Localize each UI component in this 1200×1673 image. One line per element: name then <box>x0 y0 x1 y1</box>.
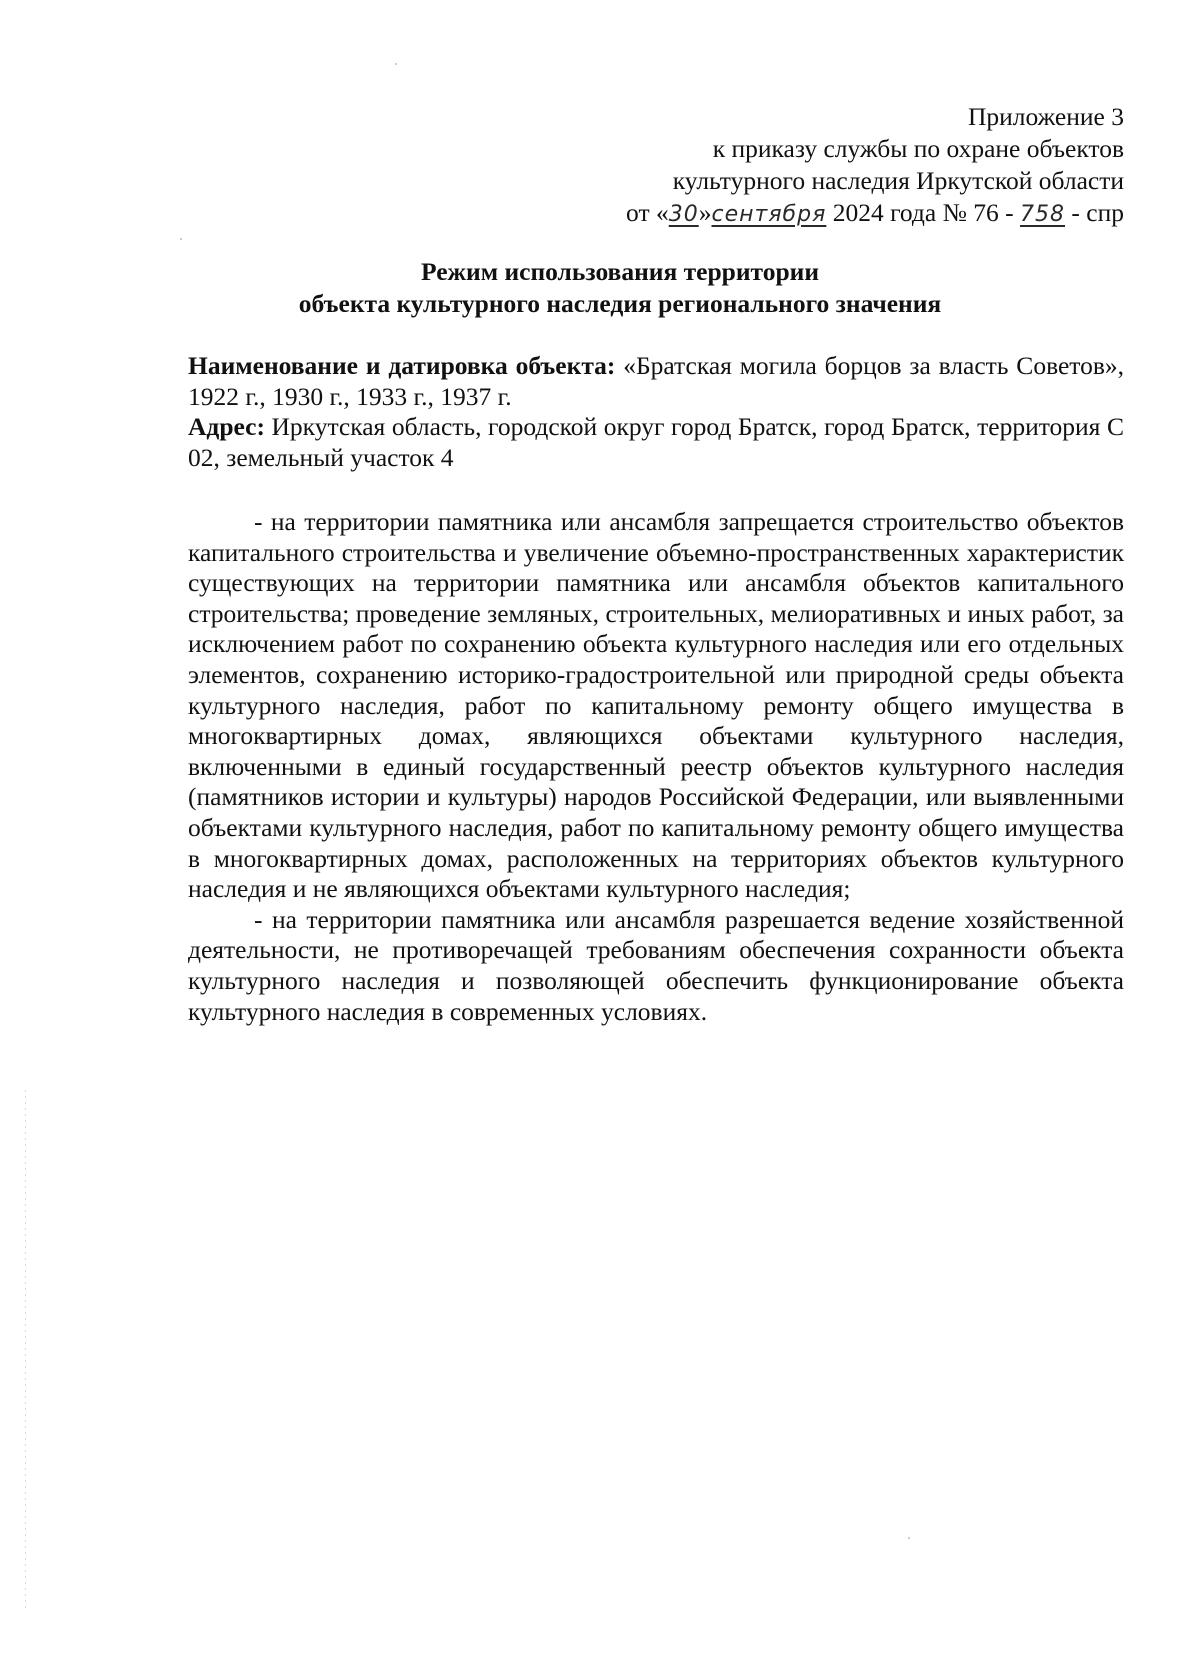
object-name-value: «Братская могила борцов за власть Советов», 1922 г., 1930 г., 1933 г., 1937 г. <box>188 351 1125 411</box>
scan-artifact-line <box>25 1090 26 1610</box>
date-year: 2024 года № 76 - <box>826 198 1021 227</box>
handwritten-order-number: 758 <box>1020 202 1066 227</box>
regime-text <box>188 507 1124 1027</box>
date-mid: » <box>698 198 712 227</box>
document-title <box>0 256 1200 320</box>
handwritten-day: 30 <box>668 202 699 227</box>
scan-dust <box>180 238 182 240</box>
appendix-authority: культурного наследия Иркутской области <box>672 166 1124 195</box>
appendix-header <box>626 101 1124 231</box>
scan-dust <box>395 63 397 65</box>
regime-prohibitions: - на территории памятника или ансамбля запрещается строительство объектов капитального строительства и увеличение объемно-пространственных характеристик существующих на территории памятника или ансамбля объектов капитального строительства; проведение земляных, строительных, мелиоративных и иных работ, за исключением работ по сохранению объекта культурного наследия или его отдельных элементов, сохранению историко-градостроительной или природной среды объекта культурного наследия, работ по капитальному ремонту общего имущества в многоквартирных домах, являющихся объектами культурного наследия, включенными в единый государственный реестр объектов культурного наследия (памятников истории и культуры) народов Российской Федерации, или выявленными объектами культурного наследия, работ по капитальному ремонту общего имущества в многоквартирных домах, расположенных на территориях объектов культурного наследия и не являющихся объектами культурного наследия; <box>188 507 1124 904</box>
appendix-order-ref: к приказу службы по охране объектов <box>712 134 1124 163</box>
date-prefix: от « <box>626 198 669 227</box>
scan-dust <box>908 1537 910 1539</box>
object-address-value: Иркутская область, городской округ город Братск, город Братск, территория С 02, земельный участок 4 <box>188 412 1124 472</box>
appendix-number: Приложение 3 <box>968 102 1124 131</box>
title-line-2: объекта культурного наследия регионального значения <box>298 289 942 318</box>
object-address-label: Адрес: <box>188 412 265 442</box>
title-line-1: Режим использования территории <box>420 257 820 286</box>
object-name-label: Наименование и датировка объекта: <box>188 351 616 380</box>
object-address-paragraph <box>188 412 1124 473</box>
appendix-date-line <box>626 197 1124 231</box>
regime-permissions: - на территории памятника или ансамбля разрешается ведение хозяйственной деятельности, не противоречащей требованиям обеспечения сохранности объекта культурного наследия и позволяющей обеспечить функционирование объекта культурного наследия в современных условиях. <box>188 904 1124 1026</box>
object-info <box>188 351 1124 473</box>
handwritten-month: сентября <box>711 202 827 227</box>
object-name-paragraph <box>188 351 1124 412</box>
order-suffix: - спр <box>1065 198 1124 227</box>
